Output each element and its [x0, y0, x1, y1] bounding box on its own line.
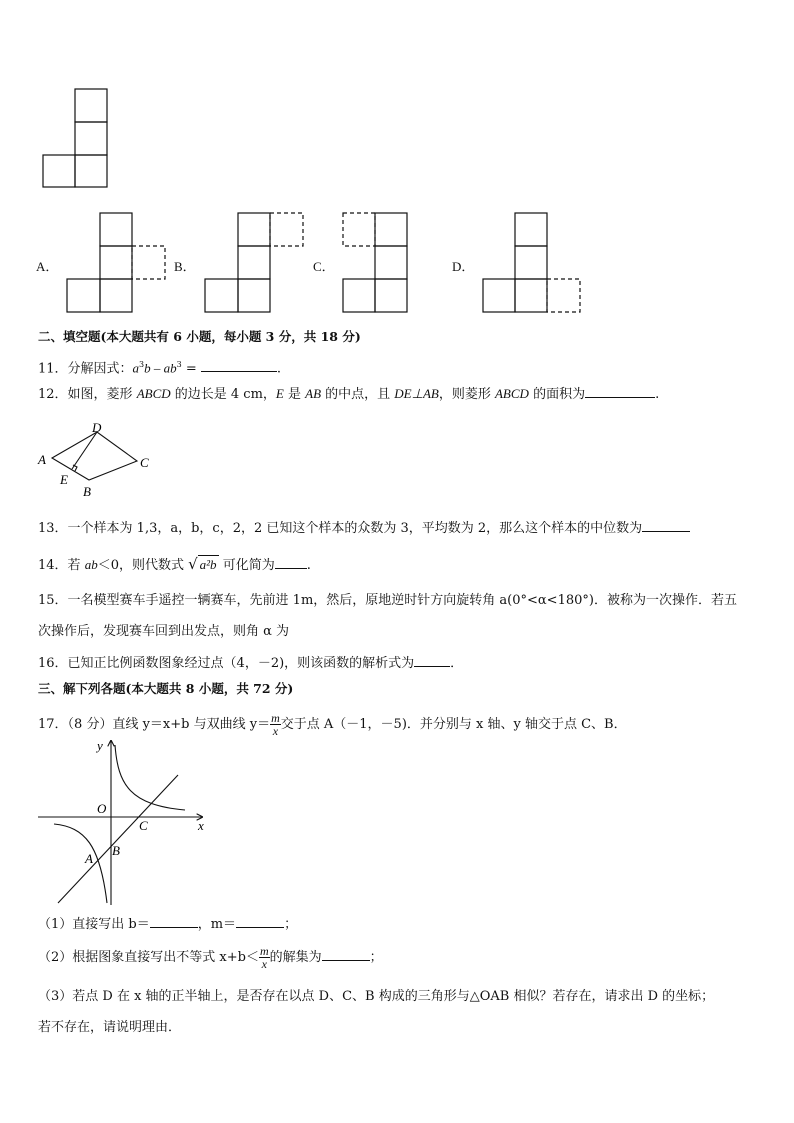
graph-label-o: O — [97, 801, 107, 816]
question-16 — [38, 654, 463, 673]
p2-fraction — [259, 945, 270, 970]
q12-abcd: ABCD — [136, 386, 171, 401]
p2-text-2: 的解集为 — [269, 950, 322, 965]
section-3-title: 三、解下列各题(本大题共 8 小题，共 72 分) — [38, 681, 294, 696]
q12-text-3: 是 — [283, 387, 306, 402]
q14-text-2: ＜0，则代数式 — [97, 558, 189, 573]
q16-end: ． — [450, 656, 464, 671]
q12-text-5: ，则菱形 — [438, 387, 495, 402]
question-13 — [38, 519, 690, 538]
q12-end: . — [655, 387, 660, 402]
q14-text-1: 14．若 — [38, 558, 85, 573]
graph-label-y: y — [97, 738, 103, 753]
p2-frac-num: m — [259, 944, 269, 958]
graph-label-x: x — [198, 818, 204, 833]
p2-end: ； — [369, 950, 383, 965]
q14-text-3: 可化简为 — [218, 558, 275, 573]
q12-de-perp-ab: DE⊥AB — [394, 386, 439, 401]
q16-answer-blank[interactable] — [414, 654, 450, 667]
hyperbola-graph — [30, 735, 220, 910]
q11-exp: 3 — [139, 360, 145, 369]
p2-answer-blank[interactable] — [322, 948, 370, 961]
option-b-label[interactable]: B． — [174, 259, 196, 274]
q12-ab: AB — [305, 386, 322, 401]
q16-text: 16．已知正比例函数图象经过点（4，－2)，则该函数的解析式为 — [38, 656, 415, 671]
q11-prefix: 11．分解因式： — [38, 361, 133, 377]
q17-part-1 — [38, 915, 297, 934]
q14-sqrt-sign: √ — [188, 555, 198, 573]
q17-frac-den: x — [272, 724, 279, 738]
rhombus-label-b: B — [83, 484, 91, 499]
q12-abcd-2: ABCD — [494, 386, 529, 401]
graph-label-c: C — [139, 818, 148, 833]
p2-text-1: （2）根据图象直接写出不等式 x+b＜ — [38, 950, 259, 965]
q12-answer-blank[interactable] — [585, 385, 655, 398]
graph-label-b: B — [112, 843, 120, 858]
q11-var-b: b — [144, 360, 151, 376]
hyperbola-branch-2 — [54, 824, 107, 903]
q17-text-1: 17．（8 分）直线 y＝x+b 与双曲线 y＝ — [38, 717, 271, 732]
p1-text-1: （1）直接写出 b＝ — [38, 917, 150, 932]
q17-fraction — [270, 712, 281, 737]
p1-text-2: ，m＝ — [197, 917, 237, 932]
rhombus-figure — [30, 418, 170, 503]
rhombus-label-e: E — [60, 472, 68, 487]
q13-text: 13．一个样本为 1,3，a，b，c，2，2 已知这个样本的众数为 3，平均数为 2，那么这个样本的中位数为 — [38, 521, 643, 536]
question-14 — [38, 555, 311, 575]
q11-answer-blank[interactable] — [201, 359, 277, 372]
q11-exp-2: 3 — [176, 360, 182, 369]
q17-frac-num: m — [271, 711, 280, 725]
rhombus-label-d: D — [92, 420, 102, 435]
q11-eq: = — [181, 361, 201, 377]
q14-ab: ab — [84, 557, 98, 572]
q12-text-2: 的边长是 4 cm， — [170, 387, 276, 402]
option-a-label[interactable]: A． — [36, 259, 59, 274]
rhombus-label-a: A — [38, 452, 46, 467]
question-17 — [38, 712, 627, 737]
top-square-1 — [75, 89, 107, 122]
rhombus-label-c: C — [140, 455, 149, 470]
p1-end: ； — [284, 917, 298, 932]
option-c-label[interactable]: C． — [313, 259, 335, 274]
q11-var-a: a — [132, 360, 140, 376]
top-square-3 — [43, 155, 75, 187]
question-11 — [38, 356, 281, 378]
p2-frac-den: x — [261, 957, 267, 971]
top-square-4 — [75, 155, 107, 187]
top-square-2 — [75, 122, 107, 155]
q12-e: E — [275, 386, 284, 401]
graph-label-a: A — [85, 851, 93, 866]
p1-m-blank[interactable] — [236, 915, 284, 928]
q14-answer-blank[interactable] — [275, 556, 307, 569]
q17-part-3-line-2: 若不存在，请说明理由． — [38, 1020, 182, 1035]
q12-text-6: 的面积为 — [528, 387, 586, 402]
option-b-figure — [205, 213, 303, 312]
q13-answer-blank[interactable] — [642, 519, 690, 532]
q11-end: . — [276, 361, 282, 377]
hyperbola-branch-1 — [115, 745, 185, 810]
q12-text-1: 12．如图，菱形 — [38, 387, 137, 402]
q14-radicand: a²b — [199, 557, 217, 572]
option-c-figure — [343, 213, 407, 312]
top-squares-figure — [0, 0, 794, 330]
section-2-title: 二、填空题(本大题共有 6 小题，每小题 3 分，共 18 分) — [38, 329, 361, 344]
q11-minus-ab: – ab — [150, 360, 177, 376]
q17-part-3-line-1: （3）若点 D 在 x 轴的正半轴上，是否存在以点 D、C、B 构成的三角形与△OAB 相似？若存在，请求出 D 的坐标； — [38, 989, 715, 1004]
option-d-figure — [483, 213, 580, 312]
question-15-line-2: 次操作后，发现赛车回到出发点，则角 α 为 — [38, 624, 290, 639]
question-12 — [38, 385, 659, 404]
p1-b-blank[interactable] — [150, 915, 198, 928]
q12-text-4: 的中点，且 — [321, 387, 395, 402]
q17-part-2 — [38, 945, 383, 970]
option-a-figure — [67, 213, 165, 312]
q14-end: . — [306, 558, 311, 573]
line-y-x-b — [58, 775, 178, 903]
q17-text-2: 交于点 A（－1，－5)．并分别与 x 轴、y 轴交于点 C、B． — [280, 717, 627, 732]
option-d-label[interactable]: D． — [452, 259, 475, 274]
question-15-line-1: 15．一名模型赛车手遥控一辆赛车，先前进 1m，然后，原地逆时针方向旋转角 a(0°<α<180°)．被称为一次操作．若五 — [38, 593, 737, 608]
